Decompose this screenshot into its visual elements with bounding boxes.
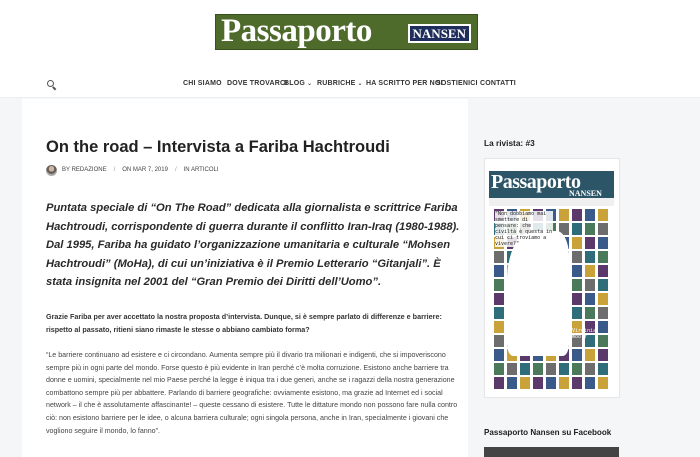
cover-portrait — [507, 231, 569, 356]
nav-label: BLOG — [284, 80, 306, 87]
site-header — [0, 0, 700, 98]
facebook-widget-title: Passaporto Nansen su Facebook — [484, 428, 612, 437]
article-author[interactable]: BY REDAZIONE — [62, 167, 107, 173]
meta-separator: / — [174, 167, 177, 173]
nav-label: SOSTIENICI — [436, 80, 478, 87]
meta-separator: / — [113, 167, 116, 173]
avatar — [46, 165, 57, 176]
article-date: ON MAR 7, 2019 — [122, 167, 168, 173]
site-logo[interactable] — [215, 14, 478, 50]
nav-item-dove-trovarci[interactable] — [227, 80, 287, 87]
cover-wordmark: Passaporto — [491, 171, 581, 193]
nav-item-contatti[interactable] — [480, 80, 516, 87]
logo-wordmark: Passaporto — [221, 13, 372, 49]
chevron-down-icon: ⌄ — [357, 81, 363, 87]
cover-quote: "Non dobbiamo mai smettere di pensare: che civiltà è questa in cui ci troviamo a vivere?" — [495, 211, 553, 247]
nav-label: HA SCRITTO PER NOI — [366, 80, 443, 87]
article-lead: Puntata speciale di “On The Road” dedicata alla giornalista e scrittrice Fariba Hachtroudi, corrispondente di guerra durante il conflitto Iran-Iraq (1980-1988). Dal 1995, Fariba ha guidato l’organizzazione umanitaria e culturale “Mohsen Hachtroudi” (MoHa), di cui un’iniziativa è il Premio Letterario “Gitanjali”. È stata insignita nel 2001 del “Gran Premio dei Diritti dell’Uomo”. — [46, 202, 460, 288]
cover-badge: NANSEN — [569, 189, 602, 198]
magazine-cover-image[interactable] — [489, 171, 614, 392]
magazine-widget-title: La rivista: #3 — [484, 138, 535, 148]
logo-badge: NANSEN — [408, 24, 471, 43]
nav-label: DOVE TROVARCI — [227, 80, 288, 87]
nav-item-sostienici[interactable] — [436, 80, 478, 87]
chevron-down-icon: ⌄ — [307, 81, 313, 87]
nav-label: CONTATTI — [480, 80, 516, 87]
nav-item-rubriche[interactable] — [317, 80, 363, 87]
facebook-embed[interactable] — [484, 447, 619, 457]
article-category[interactable]: IN ARTICOLI — [183, 167, 219, 173]
nav-label: RUBRICHE — [317, 80, 356, 87]
interview-answer: “Le barriere continuano ad esistere e ci circondano. Aumenta sempre più il divario tra milionari e indigenti, che si impoveriscono sempre più in ogni parte del mondo. Forse questo è più evidente in Iran perché c’è molta corruzione. Esistono anche barriere tra donne e uomini, specialmente nel mio Paese perché la legge è iniqua tra i due generi, anche se i ragazzi della nostra generazione combattono sempre più per abbattere. Parlando di barriere geografiche: ovviamente esistono, ma grazie ad Internet ed i social network – il che è assolutamente affascinante! – queste cessano di esistere. Tutte le dittature mondo non possono fare nulla contro ciò: non esistono barriere per le idee, o alcuna barriera culturale; ogni singola persona, anche in Iran, specialmente i giovani che vogliono seguire il mondo, lo fanno”. — [46, 351, 458, 435]
nav-item-blog[interactable] — [284, 80, 312, 87]
search-icon[interactable] — [47, 80, 56, 89]
article-meta — [46, 164, 219, 176]
nav-item-chi-siamo[interactable] — [183, 80, 222, 87]
article-title: On the road – Intervista a Fariba Hachtroudi — [46, 138, 390, 156]
nav-item-ha-scritto-per-noi[interactable] — [366, 80, 443, 87]
cover-strip — [489, 198, 614, 206]
nav-label: CHI SIAMO — [183, 80, 222, 87]
cover-author: Virginia Woolf — [572, 328, 597, 340]
interview-question: Grazie Fariba per aver accettato la nostra proposta d’intervista. Dunque, si è sempre parlato di differenze e barriere: rispetto al passato, ritieni siano rimaste le stesse o abbiano cambiato forma? — [46, 312, 442, 334]
